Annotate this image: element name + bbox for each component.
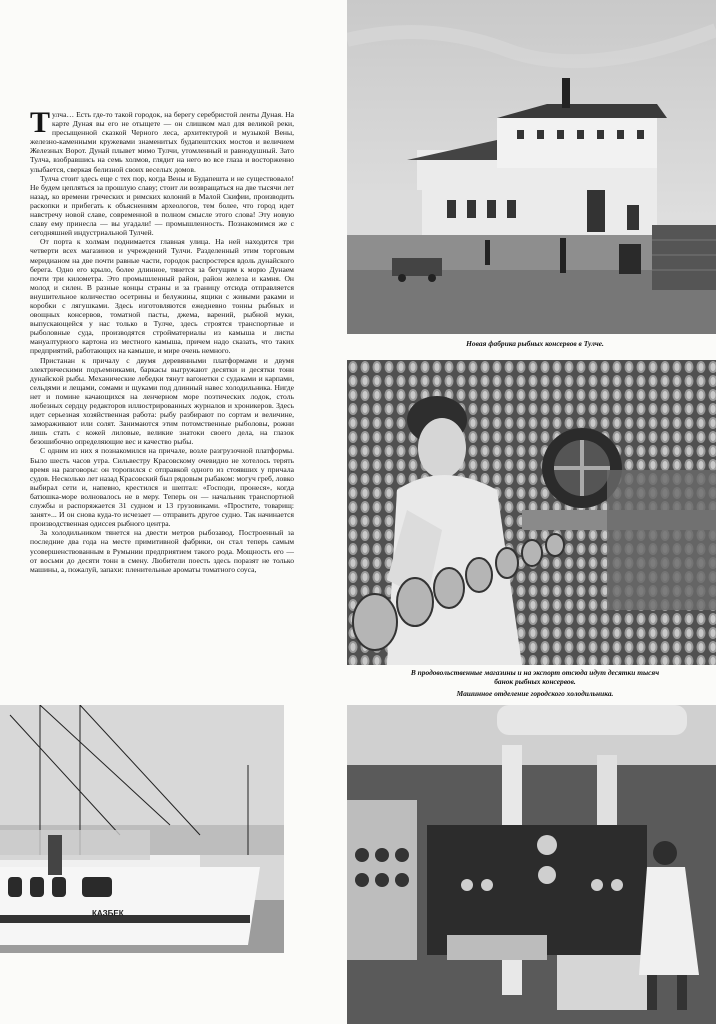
article-paragraph-2: Тулча стоит здесь еще с тех пор, когда Вены и Будапешта и не существовало! Не будем цепляться за прошлую славу; стоит ли возвращаться на две тысячи лет назад, ко времени греческих и римских колоний в Малой Скифии, производить раскопки и прибегать к объяснениям археологов, тем более, что город идет навстречу новой славе, современной в полном смысле этого слова! Эту новую славу ему принесла — вы угадали! — промышленность. Познакомимся же с сегодняшней индустриальной Тулчей.	[30, 173, 294, 238]
ship-photo	[0, 705, 284, 953]
article-paragraph-3: От порта к холмам поднимается главная улица. На ней находится три четверти всех магазинов и учреждений Тулчи. Разделенный этим торговым меридианом на две почти равные части, городок распростерся вдоль дунайского берега. Одно его крыло, более длинное, тянется за бегущим к морю Дунаем почти три километра. Это промышленный район, район железа и камня. Он молод и силен. В разные концы страны и за границу отсюда отправляется внушительное количество осетрины и белужины, ящики с живыми раками и коробки с лягушками. Здесь изготовляются ежедневно тонны рыбных и овощных консервов, томатной пасты, джема, варений, рыбной муки, выпускающейся у нас только в Тулче, здесь строятся транспортные и рыболовные суда, производятся стройматериалы из камыша и листы мануалтурного картона из местного камыша, причем надо сказать, что таких предприятий, работающих на камыше, и мире очень немного.	[30, 237, 294, 356]
drop-cap: Т	[30, 106, 51, 139]
ship-name: КАЗБЕК	[92, 909, 124, 918]
engine-room-photo	[347, 705, 716, 1024]
factory-caption: Новая фабрика рыбных консервов в Тулче.	[466, 339, 604, 348]
canning-photo	[347, 360, 716, 665]
article-paragraph-4: Пристанан к причалу с двумя деревянными платформами и двумя электрическими подъемниками, баркасы выгружают десятки и десятки тонн дунайской рыбы. Механические лебедки тянут вагонетки с судаками и карпами, сельдями и лещами, сомами и щуками под длинный навес холодильника. Нигде нет и помине качающихся на ленчерном море поэтических лодок, столь любезных сердцу редакторов иллюстрированных журналов и хроникеров. Здесь идет серьезная хозяйственная работа: рыбу разбирают по сортам и величине, замораживают или солят. Занимаются этим потомственные рыболовы, рожни лишь стать с кожей лиловые, великие знатоки своего дела, на глазок безошибочно определяющие вес и качество рыбы.	[30, 355, 294, 447]
factory-photo	[347, 0, 716, 334]
article-paragraph-5: С одним из них я познакомился на причале, возле разгрузочной платформы. Было шесть часов утра. Сильвестру Красовскому очевидно не хотелось терять время на разговоры: он торопился с отправкой одного из стоявших у причала судов. Несколько лет назад Красовский был рядовым рыбаком: могуч греб, ловко выбирал сети и, напевно, крестился и шептал: «Господи, пронеся», когда батюшка-море волновалось не в меру. Теперь он — начальник транспортной службы и распоряжается 31 судном и 13 грузовиками. «Простите, товарищ: занят»... И он снова куда-то исчезает — отправить другое судно. Так начинается производственная одиссея рыбного центра.	[30, 446, 294, 529]
article-paragraph-1: Тулча… Есть где-то такой городок, на берегу серебристой ленты Дуная. На карте Дуная вы его не отыщете — он слишком мал для великой реки, пресыщенной сказкой Черного леса, архитектурой и музыкой Вены, железно-каменными кружевами знаменитых будапештских мостов и величием Железных Ворот. Дунай плывет мимо Тулчи, утомленный и равнодушный. Зато Тулча, взобравшись на семь холмов, глядит на него во все глаза и восторженно улыбается, сверкая белизной своих веселых домов.	[30, 106, 294, 174]
canning-caption: В продовольственные магазины и на экспорт отсюда идут десятки тысяч банок рыбных консервов.	[410, 668, 660, 686]
article-text	[30, 106, 294, 574]
article-paragraph-6: За холодильником тянется на двести метров рыбозавод. Построенный за последние два года на месте примитивной фабрики, он стал теперь самым усовершенствованным в Румынии предприятием такого рода. Мощность его — от восьми до десяти тонн в смену. Любители поесть здесь поразят не только машины, а, пожалуй, запахи: пленительные ароматы томатного соуса,	[30, 528, 294, 574]
engine-caption: Машинное отделение городского холодильника.	[456, 689, 614, 698]
